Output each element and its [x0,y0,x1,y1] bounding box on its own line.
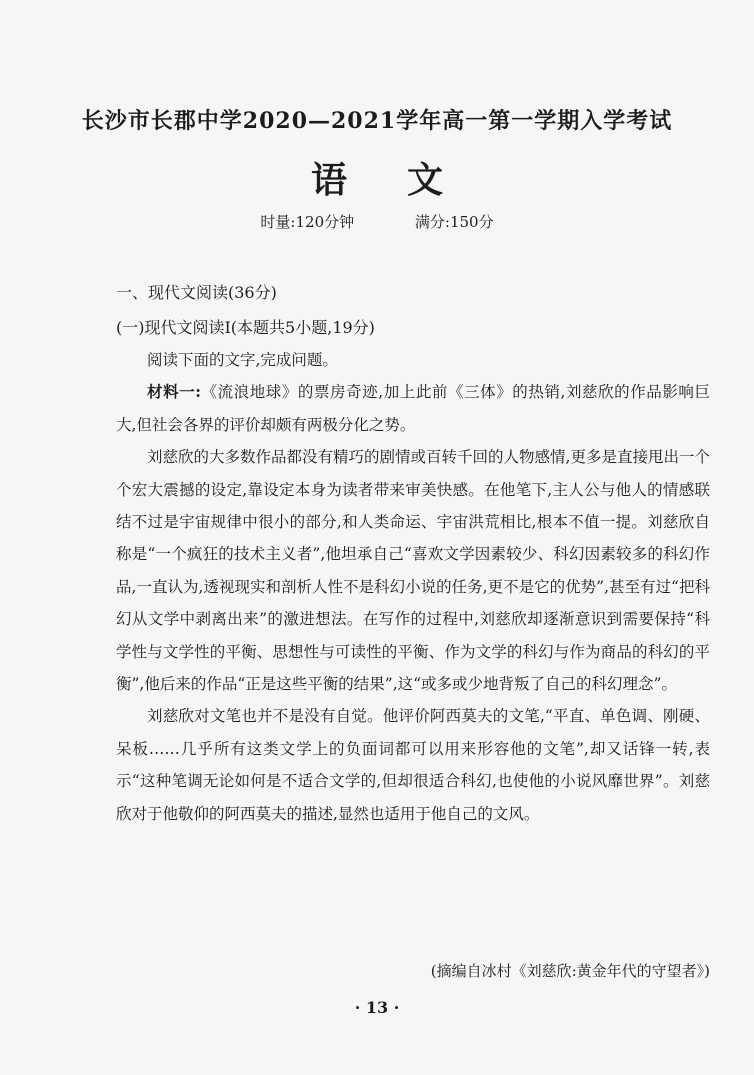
exam-title: 长沙市长郡中学2020—2021学年高一第一学期入学考试 [81,108,673,134]
paragraph-3: 刘慈欣对文笔也并不是没有自觉。他评价阿西莫夫的文笔,“平直、单色调、刚硬、呆板……几乎所有这类文学上的负面词都可以用来形容他的文笔”,却又话锋一转,表示“这种笔调无论如何是不适合文学的,但却很适合科幻,也使他的小说风靡世界”。刘慈欣对于他敬仰的阿西莫夫的描述,显然也适用于他自己的文风。 [116,707,710,823]
time-limit: 时量:120分钟 [260,213,355,231]
page-number: · 13 · [354,998,400,1017]
source-citation: (摘编自冰村《刘慈欣:黄金年代的守望者》) [430,962,710,980]
paragraph-1 [116,376,710,441]
paragraph-1-text: 《流浪地球》的票房奇迹,加上此前《三体》的热销,刘慈欣的作品影响巨大,但社会各界的评价却颇有两极分化之势。 [116,383,710,434]
passage [116,344,710,830]
paragraph-2: 刘慈欣的大多数作品都没有精巧的剧情或百转千回的人物感情,更多是直接甩出一个个宏大震撼的设定,靠设定本身为读者带来审美快感。在他笔下,主人公与他人的情感联结不过是宇宙规律中很小的部分,和人类命运、宇宙洪荒相比,根本不值一提。刘慈欣自称是“一个疯狂的技术主义者”,他坦承自己“喜欢文学因素较少、科幻因素较多的科幻作品,一直认为,透视现实和剖析人性不是科幻小说的任务,更不是它的优势”,甚至有过“把科幻从文学中剥离出来”的激进想法。在写作的过程中,刘慈欣却逐渐意识到需要保持“科学性与文学性的平衡、思想性与可读性的平衡、作为文学的科幻与作为商品的科幻的平衡”,他后来的作品“正是这些平衡的结果”,这“或多或少地背叛了自己的科幻理念”。 [116,448,710,694]
material-label: 材料一: [147,382,201,402]
instruction-text: 阅读下面的文字,完成问题。 [147,351,338,369]
exam-meta [0,211,754,232]
full-score: 满分:150分 [414,213,494,231]
subject-title: 语文 [310,159,503,201]
section-heading: 一、现代文阅读(36分) [116,283,277,302]
subsection-heading: (一)现代文阅读Ⅰ(本题共5小题,19分) [116,318,375,337]
